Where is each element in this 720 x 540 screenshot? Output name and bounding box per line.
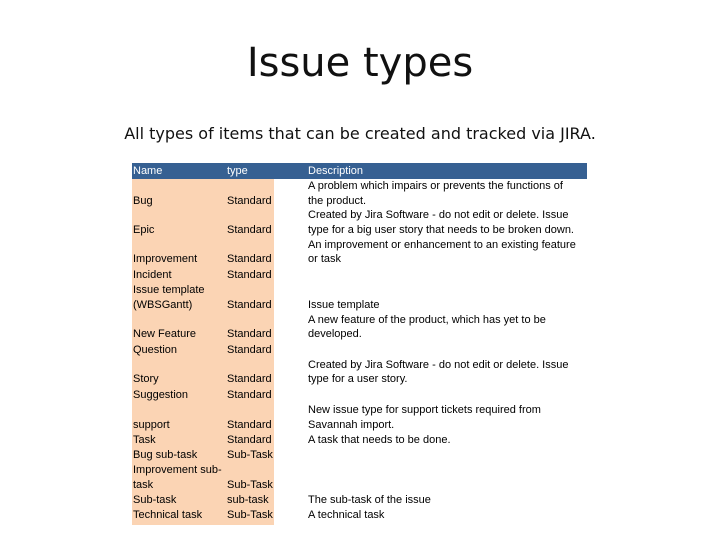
description-line: type for a big user story that needs to be broken down.: [308, 224, 574, 236]
name-cell: Improvement: [133, 253, 198, 265]
header-description: Description: [308, 165, 364, 177]
type-cell: Standard: [227, 434, 272, 446]
type-cell: Standard: [227, 253, 272, 265]
name-cell: Sub-task: [133, 494, 177, 506]
description-line: A problem which impairs or prevents the functions of: [308, 180, 563, 192]
header-type: type: [227, 165, 248, 177]
description-line: The sub-task of the issue: [308, 494, 431, 506]
name-cell: Question: [133, 344, 178, 356]
issue-types-table: [132, 163, 587, 525]
name-cell: Story: [133, 373, 159, 385]
type-cell: Standard: [227, 328, 272, 340]
description-line: or task: [308, 253, 342, 265]
name-cell: Technical task: [133, 509, 203, 521]
header-name: Name: [133, 165, 163, 177]
description-line: New issue type for support tickets required from: [308, 404, 541, 416]
description-line: A technical task: [308, 509, 385, 521]
description-line: Issue template: [308, 299, 380, 311]
name-cell: Suggestion: [133, 389, 189, 401]
description-line: A new feature of the product, which has yet to be: [308, 314, 546, 326]
description-line: Created by Jira Software - do not edit or delete. Issue: [308, 209, 569, 221]
type-cell: Sub-Task: [227, 509, 273, 521]
type-cell: Sub-Task: [227, 449, 273, 461]
description-line: An improvement or enhancement to an existing feature: [308, 239, 576, 251]
name-cell: support: [133, 419, 170, 431]
name-cell: Issue template: [133, 284, 205, 296]
table-header-row: [132, 163, 587, 179]
name-cell: Improvement sub-: [133, 464, 222, 476]
type-cell: Standard: [227, 344, 272, 356]
name-cell: Incident: [133, 269, 172, 281]
name-cell: (WBSGantt): [133, 299, 193, 311]
name-cell: task: [133, 479, 154, 491]
type-cell: Standard: [227, 419, 272, 431]
description-line: developed.: [308, 328, 362, 340]
slide-title: Issue types: [246, 40, 474, 86]
description-line: type for a user story.: [308, 373, 408, 385]
type-cell: Sub-Task: [227, 479, 273, 491]
name-cell: Epic: [133, 224, 155, 236]
type-cell: Standard: [227, 269, 272, 281]
name-cell: New Feature: [133, 328, 196, 340]
name-cell: Bug: [133, 195, 153, 207]
description-line: Savannah import.: [308, 419, 395, 431]
name-cell: Task: [133, 434, 156, 446]
type-cell: Standard: [227, 195, 272, 207]
type-cell: Standard: [227, 224, 272, 236]
description-line: the product.: [308, 195, 367, 207]
type-cell: Standard: [227, 373, 272, 385]
type-cell: Standard: [227, 389, 272, 401]
type-cell: Standard: [227, 299, 272, 311]
name-cell: Bug sub-task: [133, 449, 198, 461]
slide-subtitle: All types of items that can be created and tracked via JIRA.: [124, 124, 596, 143]
type-cell: sub-task: [227, 494, 269, 506]
description-line: A task that needs to be done.: [308, 434, 451, 446]
description-line: Created by Jira Software - do not edit or delete. Issue: [308, 359, 569, 371]
